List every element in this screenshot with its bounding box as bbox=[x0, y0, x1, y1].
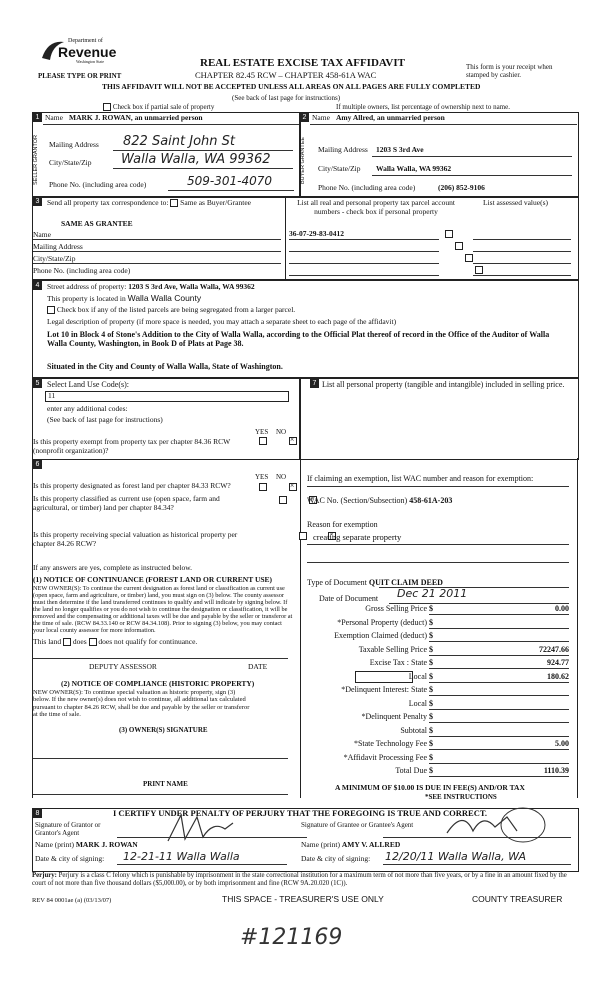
tax-row-label: Local bbox=[408, 698, 427, 708]
see-instructions: *SEE INSTRUCTIONS bbox=[425, 793, 497, 801]
perjury-row bbox=[32, 872, 577, 888]
section-8-number: 8 bbox=[33, 809, 42, 818]
forest-no-checkbox[interactable] bbox=[289, 483, 297, 491]
minimum-fee-note: A MINIMUM OF $10.00 IS DUE IN FEE(S) AND/OR TAX bbox=[335, 783, 525, 792]
section-7-tax-calc bbox=[299, 458, 578, 801]
logo-dept: Department of bbox=[68, 38, 103, 44]
section-5-number: 5 bbox=[33, 379, 42, 388]
personal-property-label: List all personal property (tangible and intangible) included in selling price. bbox=[322, 380, 565, 389]
section-3-number: 3 bbox=[33, 197, 42, 206]
tax-row-label: *Delinquent Penalty bbox=[361, 712, 427, 721]
tax-row-value[interactable]: 924.77 bbox=[547, 658, 569, 667]
certify-statement: I CERTIFY UNDER PENALTY OF PERJURY THAT THE FOREGOING IS TRUE AND CORRECT. bbox=[113, 808, 488, 818]
seller-phone-label: Phone No. (including area code) bbox=[49, 180, 147, 189]
form-chapter: CHAPTER 82.45 RCW – CHAPTER 458-61A WAC bbox=[195, 70, 377, 80]
does-not-checkbox[interactable] bbox=[89, 638, 97, 646]
buyer-city-label: City/State/Zip bbox=[318, 164, 361, 173]
q-no-header: NO bbox=[276, 473, 287, 481]
form-revision: REV 84 0001ae (a) (03/13/07) bbox=[32, 897, 112, 904]
grantor-signature-icon bbox=[163, 811, 243, 845]
wac-label: WAC No. (Section/Subsection) bbox=[307, 496, 408, 505]
grantee-date: 12/20/11 Walla Walla, WA bbox=[385, 850, 526, 863]
historic-question: Is this property receiving special valuation as historical property per chapter 84.26 RCW? bbox=[33, 530, 238, 548]
corr-city-label: City/State/Zip bbox=[33, 254, 76, 263]
tax-row bbox=[299, 726, 577, 738]
additional-codes-label: enter any additional codes: bbox=[47, 404, 128, 413]
tax-row-currency: $ bbox=[429, 685, 433, 694]
buyer-mailing-label: Mailing Address bbox=[318, 145, 368, 154]
same-as-buyer-label: Same as Buyer/Grantee bbox=[180, 198, 251, 207]
tax-row-label: Taxable Selling Price bbox=[358, 644, 427, 654]
tax-row-value[interactable]: 72247.66 bbox=[539, 644, 569, 654]
doc-date-label: Date of Document bbox=[319, 594, 379, 603]
parcel-number: 36-07-29-83-0412 bbox=[289, 229, 344, 238]
seller-side-label: SELLER GRANTOR bbox=[33, 134, 39, 186]
tax-row-currency: $ bbox=[429, 644, 433, 654]
tax-row-label: Total Due bbox=[395, 766, 427, 775]
tax-row bbox=[299, 712, 577, 724]
tax-row-value[interactable]: 1110.39 bbox=[543, 766, 569, 775]
grantee-name-label: Name (print) bbox=[301, 840, 340, 849]
doc-type-label: Type of Document bbox=[307, 578, 367, 587]
section-7-number: 7 bbox=[310, 379, 319, 388]
doc-date: Dec 21 2011 bbox=[397, 587, 468, 600]
reason-text: creating separate property bbox=[313, 532, 402, 542]
partial-sale-checkbox[interactable] bbox=[103, 103, 111, 111]
section-8-certification bbox=[32, 808, 579, 872]
tax-row-value[interactable]: 180.62 bbox=[547, 671, 569, 681]
deputy-date-label: DATE bbox=[248, 662, 268, 671]
multiple-owners-note: If multiple owners, list percentage of ownership next to name. bbox=[336, 103, 510, 111]
grantor-date: 12-21-11 Walla Walla bbox=[123, 850, 240, 863]
forest-yes-checkbox[interactable] bbox=[259, 483, 267, 491]
same-as-grantee: SAME AS GRANTEE bbox=[61, 219, 133, 228]
current-use-yes-checkbox[interactable] bbox=[279, 496, 287, 504]
section-4-number: 4 bbox=[33, 281, 42, 290]
grantee-name: AMY V. ALLRED bbox=[341, 840, 401, 849]
grantee-name-row bbox=[301, 841, 400, 850]
qualify-row bbox=[33, 638, 197, 647]
tax-row-currency: $ bbox=[429, 698, 433, 708]
tax-row bbox=[299, 631, 577, 643]
section-2-buyer bbox=[299, 112, 579, 198]
tax-row bbox=[299, 658, 577, 670]
tax-row-currency: $ bbox=[429, 712, 433, 721]
grantor-date-label: Date & city of signing: bbox=[35, 854, 105, 863]
buyer-side-label: BUYER GRANTEE bbox=[300, 136, 306, 184]
warning-banner: THIS AFFIDAVIT WILL NOT BE ACCEPTED UNLESS ALL AREAS ON ALL PAGES ARE FULLY COMPLETED bbox=[102, 82, 481, 91]
tax-row bbox=[299, 618, 577, 630]
section-5-land-use bbox=[32, 378, 301, 460]
parcel-4-personal-checkbox[interactable] bbox=[475, 266, 483, 274]
seller-city: Walla Walla, WA 99362 bbox=[121, 152, 271, 167]
tax-row bbox=[299, 753, 577, 765]
does-label: does bbox=[72, 637, 87, 646]
claim-exemption-label: If claiming an exemption, list WAC number and reason for exemption: bbox=[307, 474, 534, 483]
does-not-label: does not qualify for continuance. bbox=[98, 637, 198, 646]
tax-row-label: Gross Selling Price bbox=[365, 604, 427, 613]
section-1-seller bbox=[32, 112, 301, 198]
section-1-number: 1 bbox=[33, 113, 42, 122]
street-address: 1203 S 3rd Ave, Walla Walla, WA 99362 bbox=[128, 282, 255, 291]
tax-row bbox=[299, 672, 577, 684]
tax-row-currency: $ bbox=[429, 752, 433, 762]
seller-phone: 509-301-4070 bbox=[187, 174, 273, 188]
logo-name: Revenue bbox=[58, 44, 117, 60]
notice-continuance-text: NEW OWNER(S): To continue the current designation as forest land or classification as current use (open space, farm and agriculture, or timber) land, you must sign on (3) below. The county assessor must then determine if the land transferred continues to qualify and will indicate by signing below. If the land no longer qualifies or you do not wish to continue the designation or classification, it will be removed and the compensating or additional taxes will be due and payable by the seller or transferor at the time of sale. (RCW 84.33.140 or RCW 84.34.108). Prior to signing (3) below, you may contact your local county assessor for more information. bbox=[33, 585, 293, 635]
street-label: Street address of property: bbox=[47, 282, 127, 291]
deputy-assessor-label: DEPUTY ASSESSOR bbox=[89, 662, 157, 671]
land-use-see-back: (See back of last page for instructions) bbox=[47, 415, 163, 424]
tax-row-currency: $ bbox=[429, 604, 433, 613]
exempt-question: Is this property exempt from property tax per chapter 84.36 RCW (nonprofit organization)? bbox=[33, 437, 231, 455]
parcel-1-personal-checkbox[interactable] bbox=[445, 230, 453, 238]
doc-type-row bbox=[307, 578, 443, 587]
perjury-text: Perjury is a class C felony which is punishable by imprisonment in the state correctional institution for a maximum term of not more than five years, or by a fine in an amount fixed by the court of not more than five thousand dollars ($5,000.00), or by both imprisonment and fine (RCW 9A.20.020 (1C)). bbox=[32, 872, 567, 887]
owner-signature-label: (3) OWNER(S) SIGNATURE bbox=[119, 726, 208, 734]
please-type: PLEASE TYPE OR PRINT bbox=[38, 72, 122, 80]
handwritten-number: #121169 bbox=[240, 925, 343, 950]
located-row bbox=[47, 294, 201, 304]
grantee-date-label: Date & city of signing: bbox=[301, 854, 371, 863]
grantor-sig-label: Signature of Grantor or Grantor's Agent bbox=[35, 821, 101, 838]
same-as-buyer-checkbox[interactable] bbox=[170, 199, 178, 207]
partial-sale-label: Check box if partial sale of property bbox=[112, 103, 215, 111]
logo-state: Washington State bbox=[76, 59, 105, 64]
wac-number: 458-61A-203 bbox=[409, 496, 453, 505]
buyer-phone: (206) 852-9106 bbox=[438, 183, 485, 192]
form-title: REAL ESTATE EXCISE TAX AFFIDAVIT bbox=[200, 57, 405, 69]
exempt-no-header: NO bbox=[276, 428, 287, 436]
tax-row-currency: $ bbox=[429, 725, 433, 735]
doc-type: QUIT CLAIM DEED bbox=[368, 578, 443, 587]
exempt-yes-header: YES bbox=[255, 428, 269, 436]
tax-row-currency: $ bbox=[429, 658, 433, 667]
tax-row-value[interactable]: 0.00 bbox=[555, 604, 569, 613]
reason-label: Reason for exemption bbox=[307, 520, 378, 529]
forest-question: Is this property designated as forest land per chapter 84.33 RCW? bbox=[33, 481, 231, 490]
grantor-name: MARK J. ROWAN bbox=[75, 840, 138, 849]
assessed-header: List assessed value(s) bbox=[483, 198, 548, 207]
correspondence-label bbox=[47, 199, 251, 208]
situated: Situated in the City and County of Walla Walla, State of Washington. bbox=[47, 362, 283, 371]
seller-name-label: Name bbox=[45, 113, 63, 122]
street-row bbox=[47, 283, 255, 292]
section-6-number: 6 bbox=[33, 460, 42, 469]
legal-description: Lot 10 in Block 4 of Stone's Addition to the City of Walla Walla, according to the Official Plat thereof of record in the Office of the Auditor of Walla Walla County, Washington, in Book D of Plats at Page 38. bbox=[47, 330, 550, 349]
receipt-note: This form is your receipt when stamped by cashier. bbox=[466, 63, 553, 80]
located-county: Walla Walla County bbox=[127, 293, 202, 303]
tax-row-label: Excise Tax : State bbox=[369, 658, 427, 667]
county-treasurer: COUNTY TREASURER bbox=[472, 894, 563, 904]
parcel-header: List all real and personal property tax parcel account numbers - check box if personal property bbox=[297, 198, 455, 216]
section-2-number: 2 bbox=[300, 113, 309, 122]
grantor-name-row bbox=[35, 841, 138, 850]
tax-row bbox=[299, 739, 577, 751]
notice-compliance-text: NEW OWNER(S): To continue special valuation as historic property, sign (3) below. If the new owner(s) does not wish to continue, all additional tax calculated pursuant to chapter 84.26 RCW, shall be due and payable by the seller or transferor at the time of sale. bbox=[33, 689, 250, 719]
this-land-label: This land bbox=[33, 637, 62, 646]
tax-row-label: *Personal Property (deduct) bbox=[337, 617, 427, 627]
buyer-name-label: Name bbox=[312, 113, 330, 122]
tax-row-label: Subtotal bbox=[400, 725, 427, 735]
tax-row-label: *Delinquent Interest: State bbox=[341, 685, 427, 694]
local-box bbox=[355, 671, 413, 683]
tax-row bbox=[299, 766, 577, 778]
does-checkbox[interactable] bbox=[63, 638, 71, 646]
exempt-no-checkbox[interactable] bbox=[289, 437, 297, 445]
corr-mailing-label: Mailing Address bbox=[33, 242, 83, 251]
seller-mailing-label: Mailing Address bbox=[49, 140, 99, 149]
grantee-sig-label: Signature of Grantee or Grantee's Agent bbox=[301, 821, 414, 829]
tax-row-label: *State Technology Fee bbox=[353, 739, 427, 748]
land-use-label: Select Land Use Code(s): bbox=[47, 380, 129, 389]
print-name-label: PRINT NAME bbox=[143, 780, 188, 788]
dor-logo bbox=[38, 32, 128, 70]
tax-row-label: Local bbox=[408, 671, 427, 681]
parcel-2-personal-checkbox[interactable] bbox=[455, 242, 463, 250]
section-4-property bbox=[32, 280, 579, 378]
tax-row bbox=[299, 685, 577, 697]
buyer-name: Amy Allred, an unmarried person bbox=[336, 113, 445, 122]
tax-row-currency: $ bbox=[429, 671, 433, 681]
exempt-yes-checkbox[interactable] bbox=[259, 437, 267, 445]
if-yes-note: If any answers are yes, complete as instructed below. bbox=[33, 563, 193, 572]
legal-label: Legal description of property (if more space is needed, you may attach a separate sheet to each page of the affidavit) bbox=[47, 317, 397, 326]
tax-row bbox=[299, 604, 577, 616]
q-yes-header: YES bbox=[255, 473, 269, 481]
located-label: This property is located in bbox=[47, 294, 126, 303]
tax-row-currency: $ bbox=[429, 766, 433, 775]
tax-row-currency: $ bbox=[429, 617, 433, 627]
parcel-3-personal-checkbox[interactable] bbox=[465, 254, 473, 262]
tax-row bbox=[299, 699, 577, 711]
section-3-correspondence bbox=[32, 196, 579, 280]
wac-row bbox=[307, 496, 452, 505]
buyer-mailing: 1203 S 3rd Ave bbox=[376, 145, 424, 154]
tax-row-value[interactable]: 5.00 bbox=[555, 739, 569, 748]
segregated-label: Check box if any of the listed parcels are being segregated from a larger parcel. bbox=[56, 305, 296, 314]
buyer-phone-label: Phone No. (including area code) bbox=[318, 183, 416, 192]
notice-compliance-title: (2) NOTICE OF COMPLIANCE (HISTORIC PROPERTY) bbox=[61, 679, 255, 688]
corr-phone-label: Phone No. (including area code) bbox=[33, 266, 131, 275]
tax-row bbox=[299, 645, 577, 657]
treasurer-space: THIS SPACE - TREASURER'S USE ONLY bbox=[222, 894, 384, 904]
land-use-code-field[interactable]: 11 bbox=[45, 391, 289, 402]
segregated-row bbox=[47, 306, 295, 315]
seller-city-label: City/State/Zip bbox=[49, 158, 92, 167]
buyer-city: Walla Walla, WA 99362 bbox=[376, 164, 452, 173]
corr-name-label: Name bbox=[33, 230, 51, 239]
tax-row-label: *Affidavit Processing Fee bbox=[343, 752, 427, 762]
partial-sale-row bbox=[103, 103, 214, 112]
tax-row-currency: $ bbox=[429, 631, 433, 640]
correspondence-text: Send all property tax correspondence to: bbox=[47, 198, 169, 207]
grantor-name-label: Name (print) bbox=[35, 840, 74, 849]
section-7-personal-property bbox=[299, 378, 579, 460]
section-6-designations bbox=[32, 458, 301, 798]
perjury-label: Perjury: bbox=[32, 872, 57, 879]
tax-row-label: Exemption Claimed (deduct) bbox=[334, 631, 427, 640]
see-back-note: (See back of last page for instructions) bbox=[232, 94, 341, 102]
seller-mailing: 822 Saint John St bbox=[123, 134, 235, 149]
seller-name: MARK J. ROWAN, an unmarried person bbox=[69, 113, 203, 122]
segregated-checkbox[interactable] bbox=[47, 306, 55, 314]
notice-continuance-title: (1) NOTICE OF CONTINUANCE (FOREST LAND OR CURRENT USE) bbox=[33, 575, 273, 584]
current-use-question: Is this property classified as current use (open space, farm and agricultural, or timber) land per chapter 84.34? bbox=[33, 494, 220, 512]
tax-row-currency: $ bbox=[429, 739, 433, 748]
